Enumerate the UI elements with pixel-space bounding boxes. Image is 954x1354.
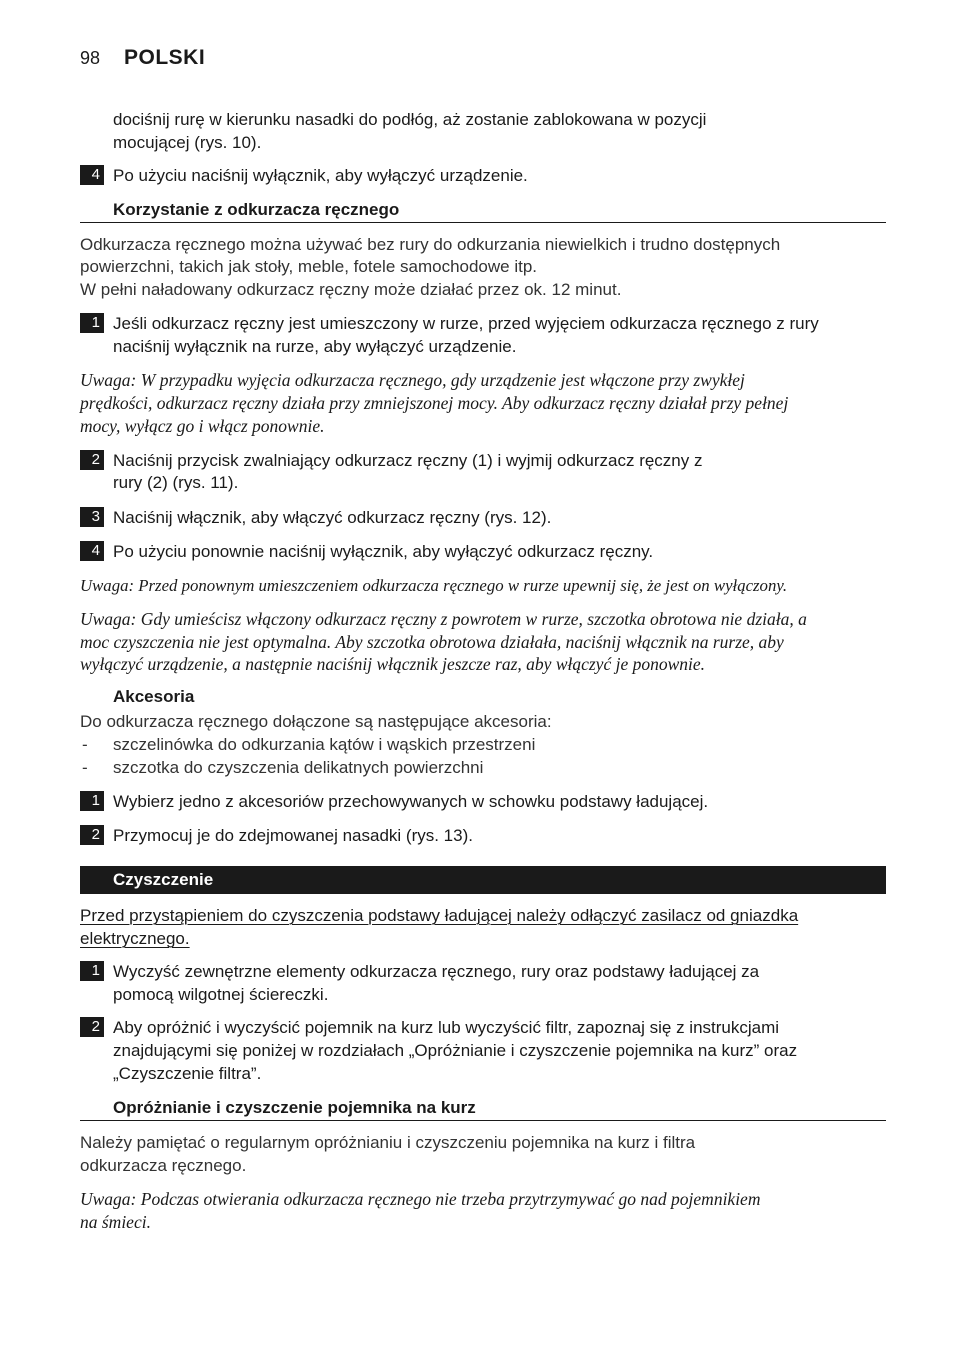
step-number: 2 bbox=[80, 450, 104, 470]
note-line: na śmieci. bbox=[80, 1212, 151, 1232]
step-text: Naciśnij przycisk zwalniający odkurzacz ręczny (1) i wyjmij odkurzacz ręczny z bbox=[113, 451, 703, 470]
step-number: 2 bbox=[80, 1017, 104, 1037]
note-line: wyłączyć urządzenie, a następnie naciśnij włącznik jeszcze raz, aby włączyć je ponownie. bbox=[80, 654, 706, 674]
section-title-cleaning: Czyszczenie bbox=[113, 870, 214, 889]
step-number: 3 bbox=[80, 507, 104, 527]
warning-line: elektrycznego. bbox=[80, 929, 190, 948]
step-text: naciśnij wyłącznik na rurze, aby wyłączyć urządzenie. bbox=[113, 337, 517, 356]
language-heading: POLSKI bbox=[124, 46, 206, 69]
step-text: Aby opróżnić i wyczyścić pojemnik na kurz lub wyczyścić filtr, zapoznaj się z instrukcjami bbox=[113, 1018, 780, 1037]
note-line: Uwaga: Podczas otwierania odkurzacza ręcznego nie trzeba przytrzymywać go nad pojemnikiem bbox=[80, 1189, 761, 1209]
note-line: prędkości, odkurzacz ręczny działa przy zmniejszonej mocy. Aby odkurzacz ręczny działał przy pełnej bbox=[80, 393, 789, 413]
section-title-handheld: Korzystanie z odkurzacza ręcznego bbox=[113, 200, 400, 219]
step-text: pomocą wilgotnej ściereczki. bbox=[113, 985, 329, 1004]
note-line: mocy, wyłącz go i włącz ponownie. bbox=[80, 416, 325, 436]
step-text: Wybierz jedno z akcesoriów przechowywanych w schowku podstawy ładującej. bbox=[113, 792, 709, 811]
step-text: Po użyciu ponownie naciśnij wyłącznik, aby wyłączyć odkurzacz ręczny. bbox=[113, 542, 654, 561]
warning-line: Przed przystąpieniem do czyszczenia podstawy ładującej należy odłączyć zasilacz od gniazdka bbox=[80, 906, 799, 925]
paragraph-line: odkurzacza ręcznego. bbox=[80, 1156, 247, 1175]
note-line: Uwaga: Gdy umieścisz włączony odkurzacz ręczny z powrotem w rurze, szczotka obrotowa nie działa, a bbox=[80, 609, 807, 629]
list-item: szczotka do czyszczenia delikatnych powierzchni bbox=[113, 758, 484, 777]
section-title-emptying: Opróżnianie i czyszczenie pojemnika na kurz bbox=[113, 1098, 476, 1117]
step-number: 1 bbox=[80, 313, 104, 333]
paragraph-line: W pełni naładowany odkurzacz ręczny może działać przez ok. 12 minut. bbox=[80, 280, 622, 299]
list-item: szczelinówka do odkurzania kątów i wąskich przestrzeni bbox=[113, 735, 536, 754]
paragraph-line: powierzchni, takich jak stoły, meble, fotele samochodowe itp. bbox=[80, 257, 538, 276]
step-text: Jeśli odkurzacz ręczny jest umieszczony w rurze, przed wyjęciem odkurzacza ręcznego z rury bbox=[113, 314, 819, 333]
section-divider bbox=[80, 1120, 886, 1121]
note-line: moc czyszczenia nie jest optymalna. Aby szczotka obrotowa działała, naciśnij włącznik na rurze, aby bbox=[80, 632, 784, 652]
step-text: „Czyszczenie filtra”. bbox=[113, 1064, 262, 1083]
page-number: 98 bbox=[80, 48, 101, 68]
bullet-marker: - bbox=[82, 735, 88, 754]
paragraph-line: Do odkurzacza ręcznego dołączone są następujące akcesoria: bbox=[80, 712, 552, 731]
step-text: Wyczyść zewnętrzne elementy odkurzacza ręcznego, rury oraz podstawy ładującej za bbox=[113, 962, 760, 981]
intro-line: mocującej (rys. 10). bbox=[113, 133, 262, 152]
note-line: Uwaga: Przed ponownym umieszczeniem odkurzacza ręcznego w rurze upewnij się, że jest on wyłączony. bbox=[80, 576, 788, 595]
bullet-marker: - bbox=[82, 758, 88, 777]
section-title-accessories: Akcesoria bbox=[113, 687, 195, 706]
intro-line: dociśnij rurę w kierunku nasadki do podłóg, aż zostanie zablokowana w pozycji bbox=[113, 110, 707, 129]
note-line: Uwaga: W przypadku wyjęcia odkurzacza ręcznego, gdy urządzenie jest włączone przy zwykłej bbox=[80, 370, 745, 390]
step-number: 4 bbox=[80, 541, 104, 561]
step-number: 1 bbox=[80, 961, 104, 981]
step-text: Po użyciu naciśnij wyłącznik, aby wyłączyć urządzenie. bbox=[113, 166, 528, 185]
paragraph-line: Odkurzacza ręcznego można używać bez rury do odkurzania niewielkich i trudno dostępnych bbox=[80, 235, 781, 254]
step-text: Naciśnij włącznik, aby włączyć odkurzacz ręczny (rys. 12). bbox=[113, 508, 552, 527]
step-number: 1 bbox=[80, 791, 104, 811]
step-text: rury (2) (rys. 11). bbox=[113, 473, 239, 492]
paragraph-line: Należy pamiętać o regularnym opróżnianiu i czyszczeniu pojemnika na kurz i filtra bbox=[80, 1133, 696, 1152]
section-divider bbox=[80, 222, 886, 223]
step-text: znajdującymi się poniżej w rozdziałach „Opróżnianie i czyszczenie pojemnika na kurz” oraz bbox=[113, 1041, 798, 1060]
step-text: Przymocuj je do zdejmowanej nasadki (rys. 13). bbox=[113, 826, 473, 845]
step-number: 2 bbox=[80, 825, 104, 845]
step-number: 4 bbox=[80, 165, 104, 185]
